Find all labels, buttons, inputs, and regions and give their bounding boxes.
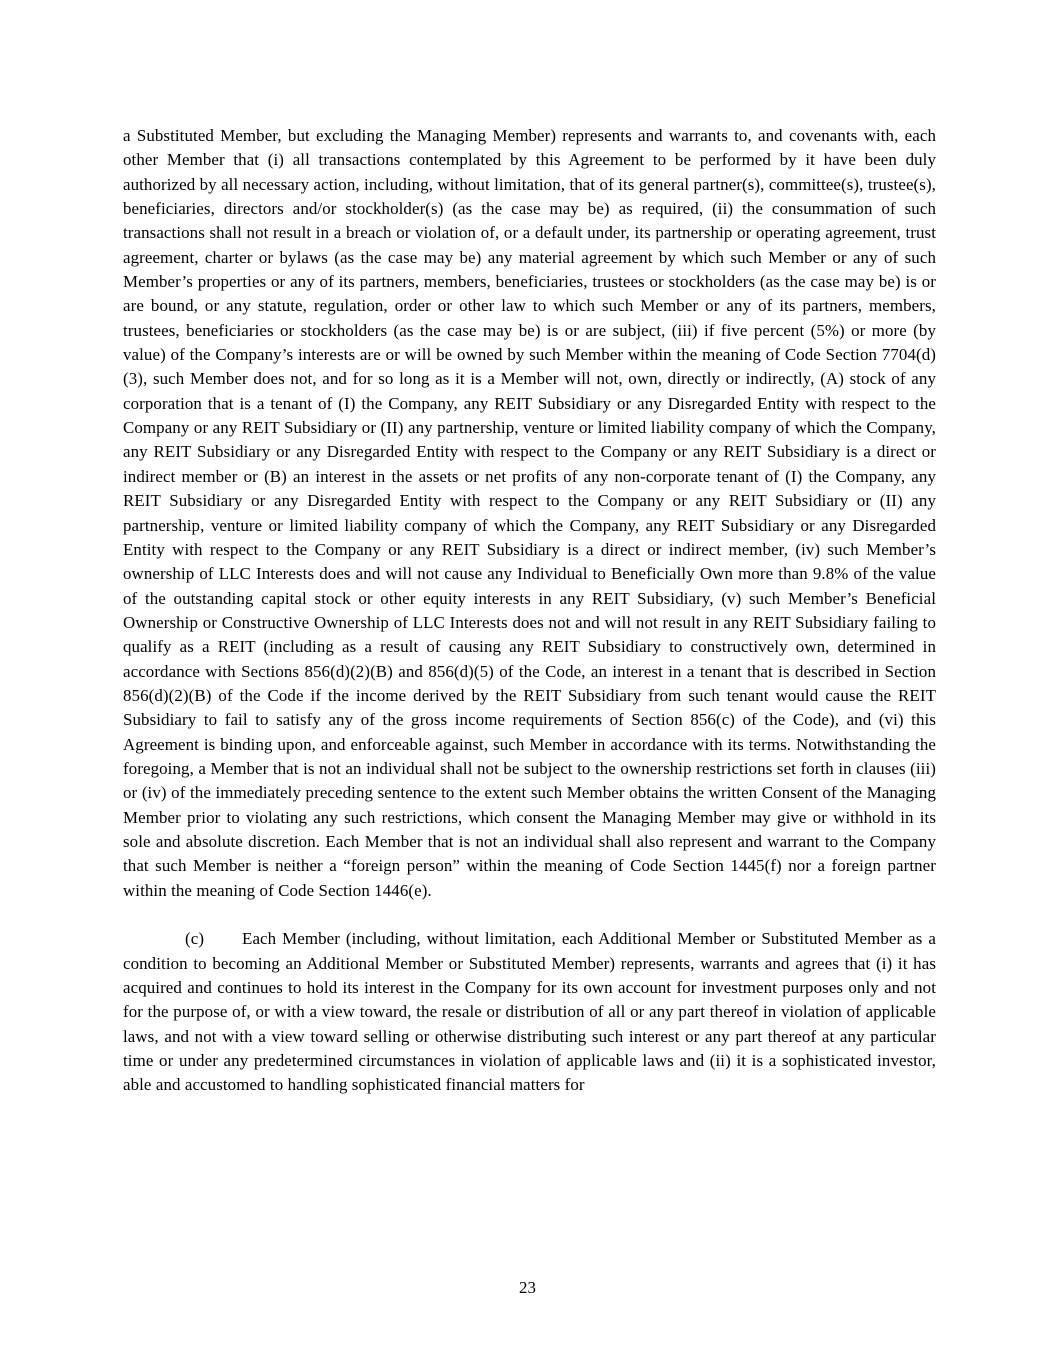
page-body-text [123, 124, 936, 1098]
page-number: 23 [519, 1278, 536, 1297]
paragraph-label: (c) [185, 929, 205, 949]
paragraph-text: Each Member (including, without limitation, each Additional Member or Substituted Member as a condition to becoming an Additional Member or Substituted Member) represents, warrants and agrees that (i) it has acquired and continues to hold its interest in the Company for its own account for investment purposes only and not for the purpose of, or with a view toward, the resale or distribution of all or any part thereof in violation of applicable laws, and not with a view toward selling or otherwise distributing such interest or any part thereof at any particular time or under any predetermined circumstances in violation of applicable laws and (ii) it is a sophisticated investor, able and accustomed to handling sophisticated financial matters for [123, 929, 936, 1095]
paragraph-c [123, 927, 936, 1097]
page-footer [0, 1276, 1055, 1300]
paragraph-text: a Substituted Member, but excluding the Managing Member) represents and warrants to, and covenants with, each other Member that (i) all transactions contemplated by this Agreement to be performed by it have been duly authorized by all necessary action, including, without limitation, that of its general partner(s), committee(s), trustee(s), beneficiaries, directors and/or stockholder(s) (as the case may be) as required, (ii) the consummation of such transactions shall not result in a breach or violation of, or a default under, its partnership or operating agreement, trust agreement, charter or bylaws (as the case may be) any material agreement by which such Member or any of such Member’s properties or any of its partners, members, beneficiaries, trustees or stockholders (as the case may be) is or are bound, or any statute, regulation, order or other law to which such Member or any of its partners, members, trustees, beneficiaries or stockholders (as the case may be) is or are subject, (iii) if five percent (5%) or more (by value) of the Company’s interests are or will be owned by such Member within the meaning of Code Section 7704(d)(3), such Member does not, and for so long as it is a Member will not, own, directly or indirectly, (A) stock of any corporation that is a tenant of (I) the Company, any REIT Subsidiary or any Disregarded Entity with respect to the Company or any REIT Subsidiary or (II) any partnership, venture or limited liability company of which the Company, any REIT Subsidiary or any Disregarded Entity with respect to the Company or any REIT Subsidiary is a direct or indirect member or (B) an interest in the assets or net profits of any non-corporate tenant of (I) the Company, any REIT Subsidiary or any Disregarded Entity with respect to the Company or any REIT Subsidiary or (II) any partnership, venture or limited liability company of which the Company, any REIT Subsidiary or any Disregarded Entity with respect to the Company or any REIT Subsidiary is a direct or indirect member, (iv) such Member’s ownership of LLC Interests does and will not cause any Individual to Beneficially Own more than 9.8% of the value of the outstanding capital stock or other equity interests in any REIT Subsidiary, (v) such Member’s Beneficial Ownership or Constructive Ownership of LLC Interests does not and will not result in any REIT Subsidiary failing to qualify as a REIT (including as a result of causing any REIT Subsidiary to constructively own, determined in accordance with Sections 856(d)(2)(B) and 856(d)(5) of the Code, an interest in a tenant that is described in Section 856(d)(2)(B) of the Code if the income derived by the REIT Subsidiary from such tenant would cause the REIT Subsidiary to fail to satisfy any of the gross income requirements of Section 856(c) of the Code), and (vi) this Agreement is binding upon, and enforceable against, such Member in accordance with its terms. Notwithstanding the foregoing, a Member that is not an individual shall not be subject to the ownership restrictions set forth in clauses (iii) or (iv) of the immediately preceding sentence to the extent such Member obtains the written Consent of the Managing Member prior to violating any such restrictions, which consent the Managing Member may give or withhold in its sole and absolute discretion. Each Member that is not an individual shall also represent and warrant to the Company that such Member is neither a “foreign person” within the meaning of Code Section 1445(f) nor a foreign partner within the meaning of Code Section 1446(e). [123, 126, 936, 900]
paragraph-continuation [123, 124, 936, 903]
